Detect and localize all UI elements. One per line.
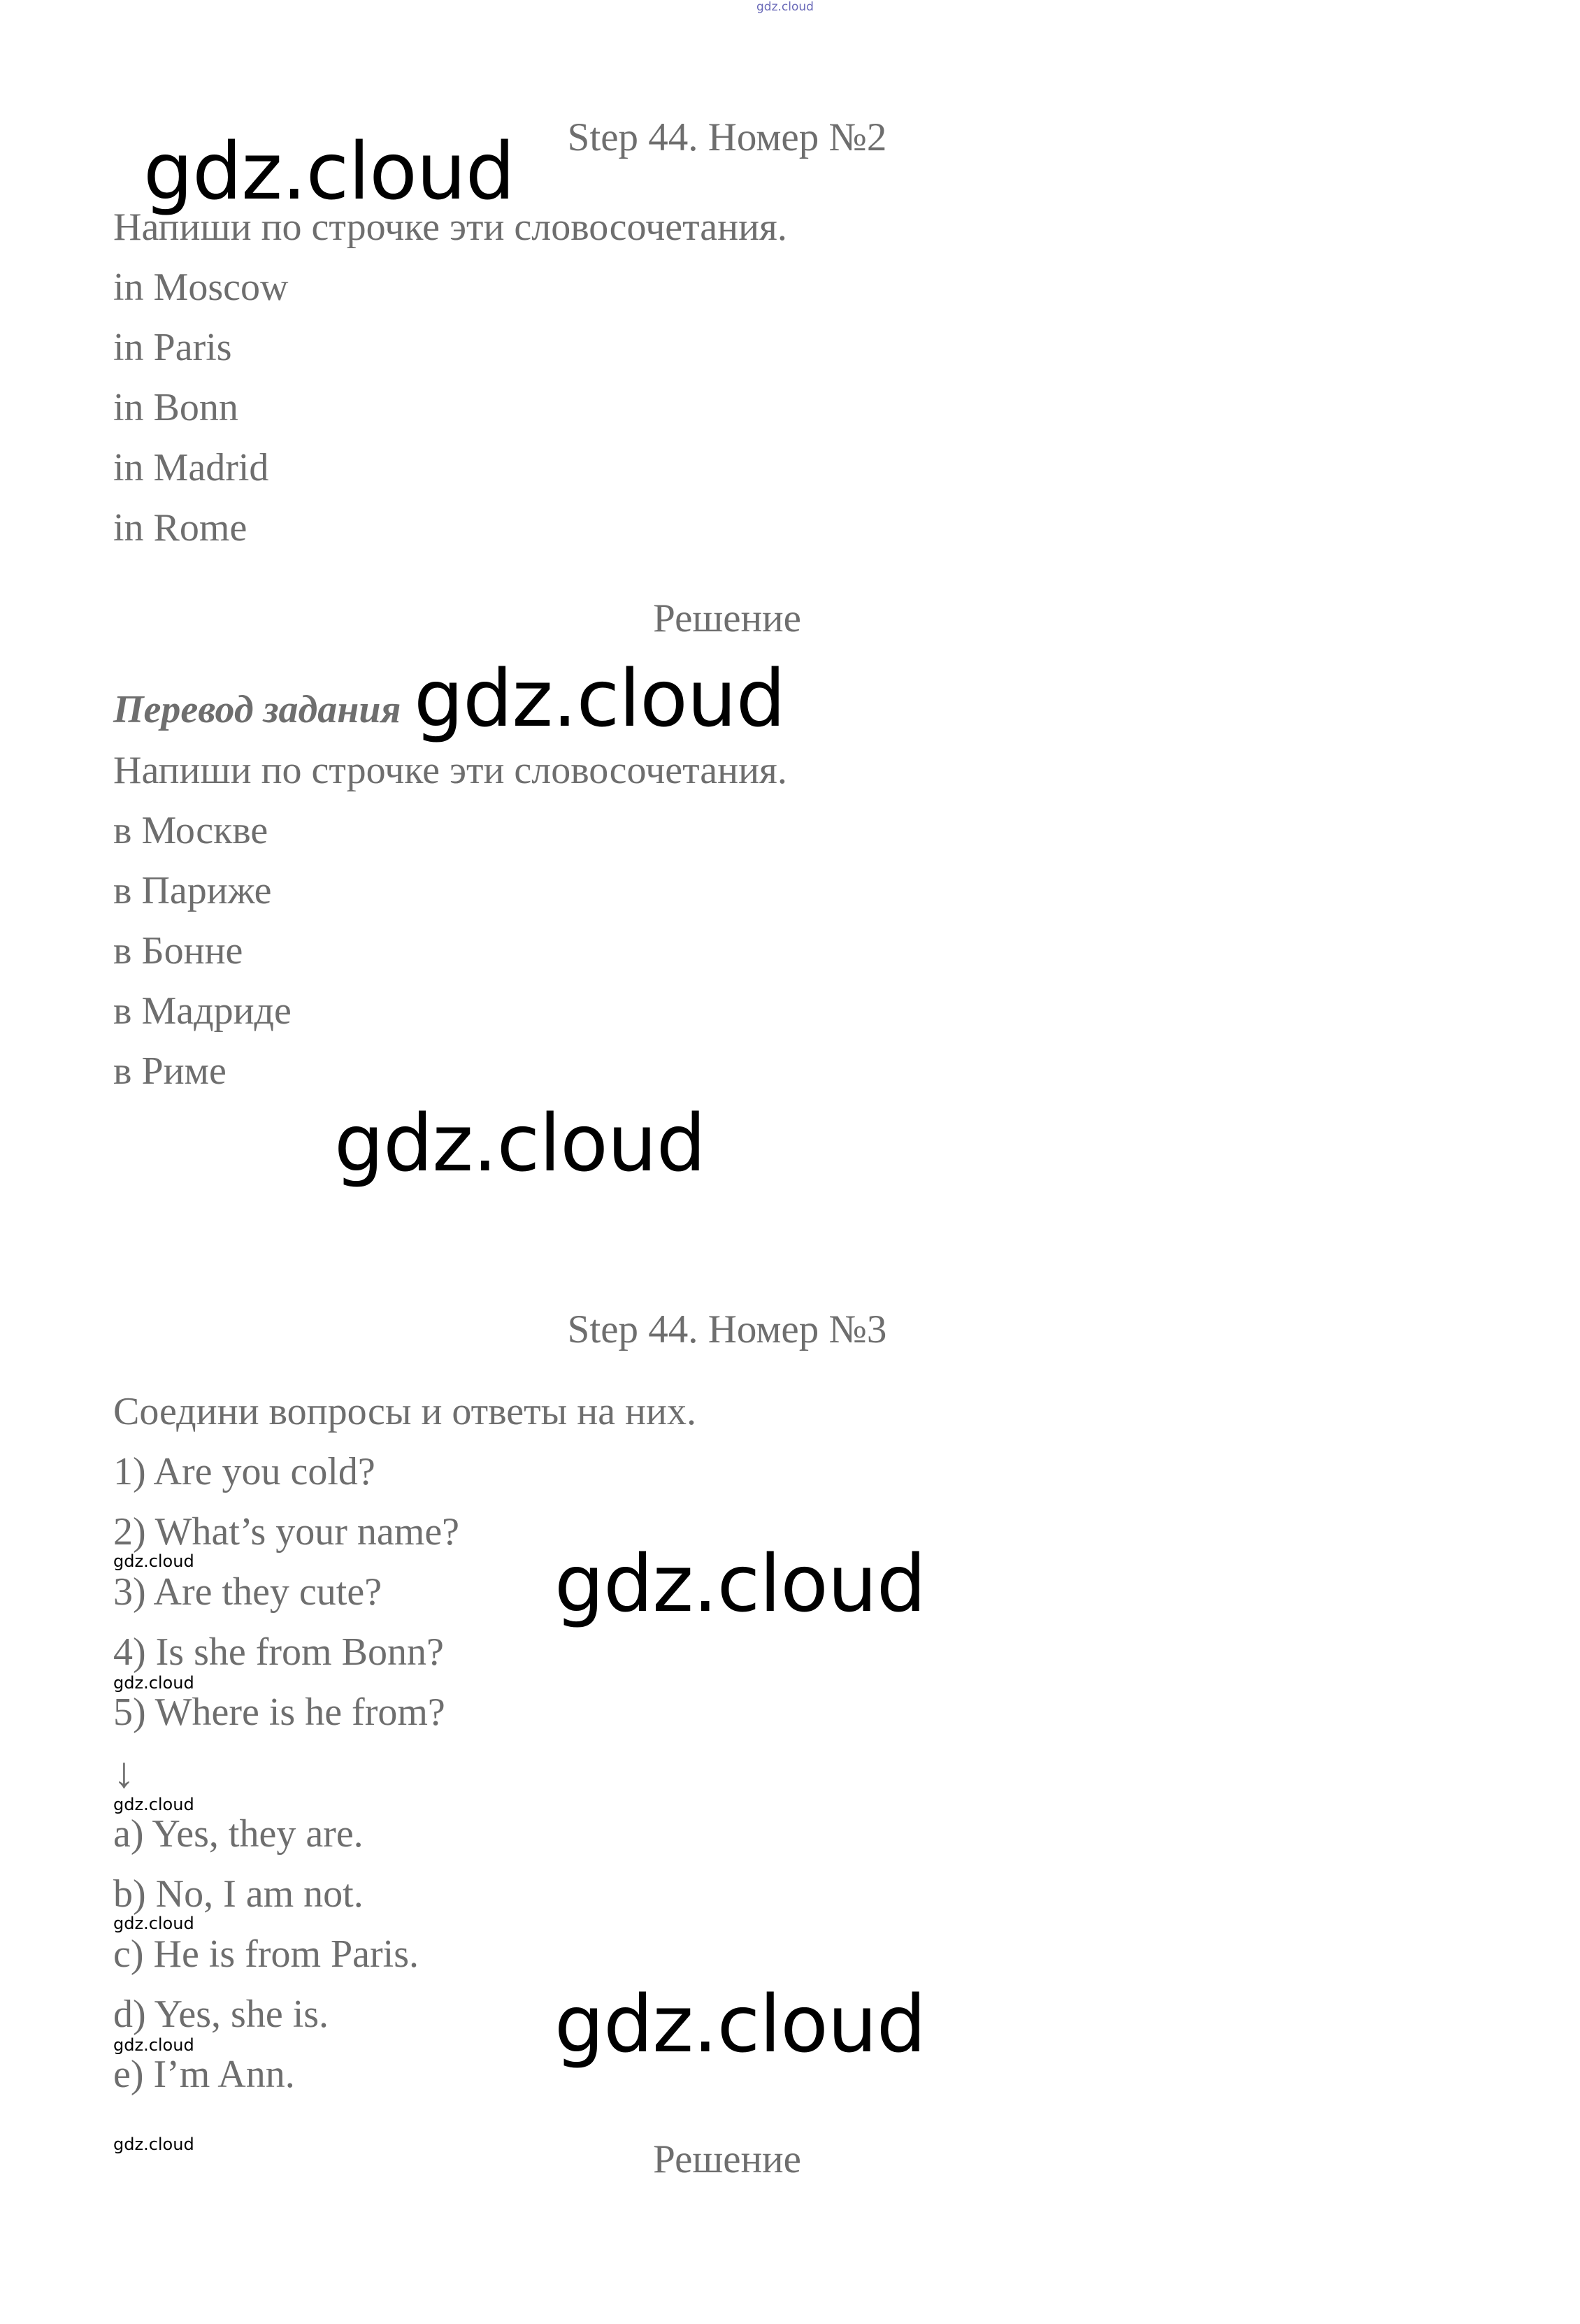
translation-instruction: Напиши по строчке эти словосочетания. (113, 749, 787, 792)
translation-item-3: в Бонне (113, 929, 243, 973)
task2-heading: Step 44. Номер №2 (567, 115, 887, 159)
watermark-big-2: gdz.cloud (414, 654, 785, 745)
question-5: 5) Where is he from? (113, 1691, 445, 1734)
translation-item-2: в Париже (113, 869, 272, 912)
answer-a: a) Yes, they are. (113, 1812, 364, 1856)
watermark-big-3: gdz.cloud (334, 1098, 705, 1189)
answer-d: d) Yes, she is. (113, 1993, 329, 2036)
watermark-small-2: gdz.cloud (113, 1673, 194, 1693)
watermark-big-1: gdz.cloud (143, 127, 515, 217)
task2-item-5: in Rome (113, 506, 247, 550)
watermark-small-4: gdz.cloud (113, 1914, 194, 1933)
task2-instruction: Напиши по строчке эти словосочетания. (113, 206, 787, 249)
question-4: 4) Is she from Bonn? (113, 1630, 444, 1674)
translation-item-5: в Риме (113, 1049, 227, 1093)
top-watermark: gdz.cloud (756, 0, 814, 14)
task2-solution-heading: Решение (653, 596, 801, 640)
translation-item-4: в Мадриде (113, 989, 292, 1033)
answer-c: c) He is from Paris. (113, 1932, 419, 1976)
watermark-big-4: gdz.cloud (554, 1539, 926, 1630)
watermark-small-6: gdz.cloud (113, 2135, 194, 2154)
answer-e: e) I’m Ann. (113, 2053, 295, 2096)
question-1: 1) Are you cold? (113, 1450, 375, 1493)
question-3: 3) Are they cute? (113, 1570, 382, 1614)
answer-b: b) No, I am not. (113, 1872, 364, 1916)
watermark-small-1: gdz.cloud (113, 1551, 194, 1571)
watermark-big-5: gdz.cloud (554, 1979, 926, 2070)
task2-item-4: in Madrid (113, 446, 269, 489)
down-arrow-icon: ↓ (113, 1749, 135, 1797)
task3-heading: Step 44. Номер №3 (567, 1307, 887, 1351)
task3-instruction: Соедини вопросы и ответы на них. (113, 1390, 696, 1433)
task2-item-1: in Moscow (113, 266, 289, 309)
task2-item-2: in Paris (113, 326, 232, 369)
translation-label: Перевод задания (113, 688, 401, 731)
task3-solution-heading: Решение (653, 2137, 801, 2181)
watermark-small-5: gdz.cloud (113, 2035, 194, 2055)
watermark-small-3: gdz.cloud (113, 1795, 194, 1814)
task2-item-3: in Bonn (113, 386, 238, 429)
translation-item-1: в Москве (113, 809, 268, 852)
question-2: 2) What’s your name? (113, 1510, 460, 1554)
